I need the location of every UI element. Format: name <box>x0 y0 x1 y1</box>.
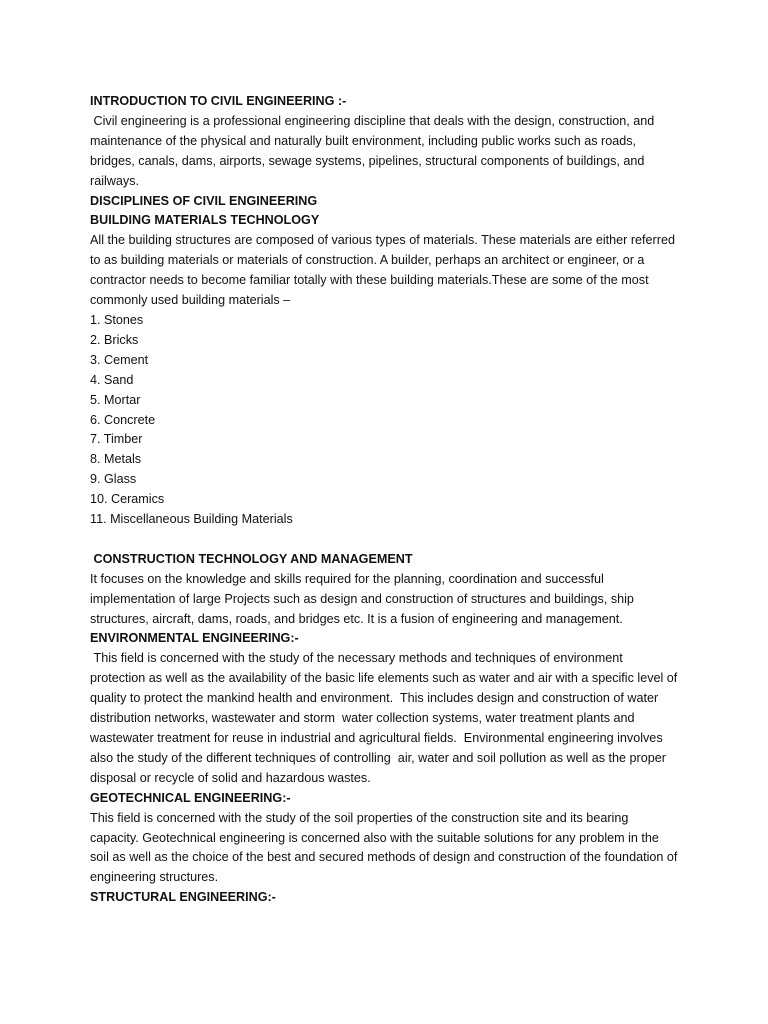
disciplines-heading: DISCIPLINES OF CIVIL ENGINEERING <box>90 193 318 208</box>
blank-line <box>90 530 680 550</box>
construction-paragraph: It focuses on the knowledge and skills required for the planning, coordination and successful implementation of large Projects such as design and construction of structures and buildings, ship structures, aircraft, dams, roads, and bridges etc. It is a fusion of engineering and management. <box>90 571 634 626</box>
geotechnical-heading: GEOTECHNICAL ENGINEERING:- <box>90 790 291 805</box>
materials-heading: BUILDING MATERIALS TECHNOLOGY <box>90 213 320 228</box>
list-item: 9. Glass <box>90 472 137 487</box>
list-item: 10. Ceramics <box>90 492 165 507</box>
list-item: 7. Timber <box>90 432 143 447</box>
list-item: 3. Cement <box>90 352 149 367</box>
list-item: 1. Stones <box>90 312 144 327</box>
intro-paragraph: Civil engineering is a professional engineering discipline that deals with the design, construction, and maintenance of the physical and naturally built environment, including public works such as roads, bridges, canals, dams, airports, sewage systems, pipelines, structural components of buildings, and railways. <box>90 113 658 188</box>
structural-heading: STRUCTURAL ENGINEERING:- <box>90 890 276 905</box>
list-item: 8. Metals <box>90 452 142 467</box>
intro-heading: INTRODUCTION TO CIVIL ENGINEERING :- <box>90 94 347 108</box>
environmental-heading: ENVIRONMENTAL ENGINEERING:- <box>90 631 299 646</box>
construction-heading: CONSTRUCTION TECHNOLOGY AND MANAGEMENT <box>90 551 413 566</box>
geotechnical-paragraph: This field is concerned with the study of the soil properties of the construction site and its bearing capacity. Geotechnical engineering is concerned also with the suitable solutions for any problem in the soil as well as the choice of the best and secured methods of design and construction of the foundation of engineering structures. <box>90 810 678 885</box>
document-body <box>90 92 680 908</box>
list-item: 11. Miscellaneous Building Materials <box>90 512 293 527</box>
materials-paragraph: All the building structures are composed of various types of materials. These materials are either referred to as building materials or materials of construction. A builder, perhaps an architect or engineer, or a contractor needs to become familiar totally with these building materials.These are some of the most commonly used building materials – <box>90 233 675 308</box>
list-item: 6. Concrete <box>90 412 156 427</box>
list-item: 4. Sand <box>90 372 134 387</box>
environmental-paragraph: This field is concerned with the study of the necessary methods and techniques of environment protection as well as the availability of the basic life elements such as water and air with a specific level of quality to protect the mankind health and environment. This includes design and construction of water distribution networks, wastewater and storm water collection systems, water treatment plants and wastewater treatment for reuse in industrial and agricultural fields. Environmental engineering involves also the study of the different techniques of controlling air, water and soil pollution as well as the proper disposal or recycle of solid and hazardous wastes. <box>90 651 681 785</box>
materials-list <box>90 311 680 530</box>
list-item: 5. Mortar <box>90 392 141 407</box>
list-item: 2. Bricks <box>90 332 139 347</box>
